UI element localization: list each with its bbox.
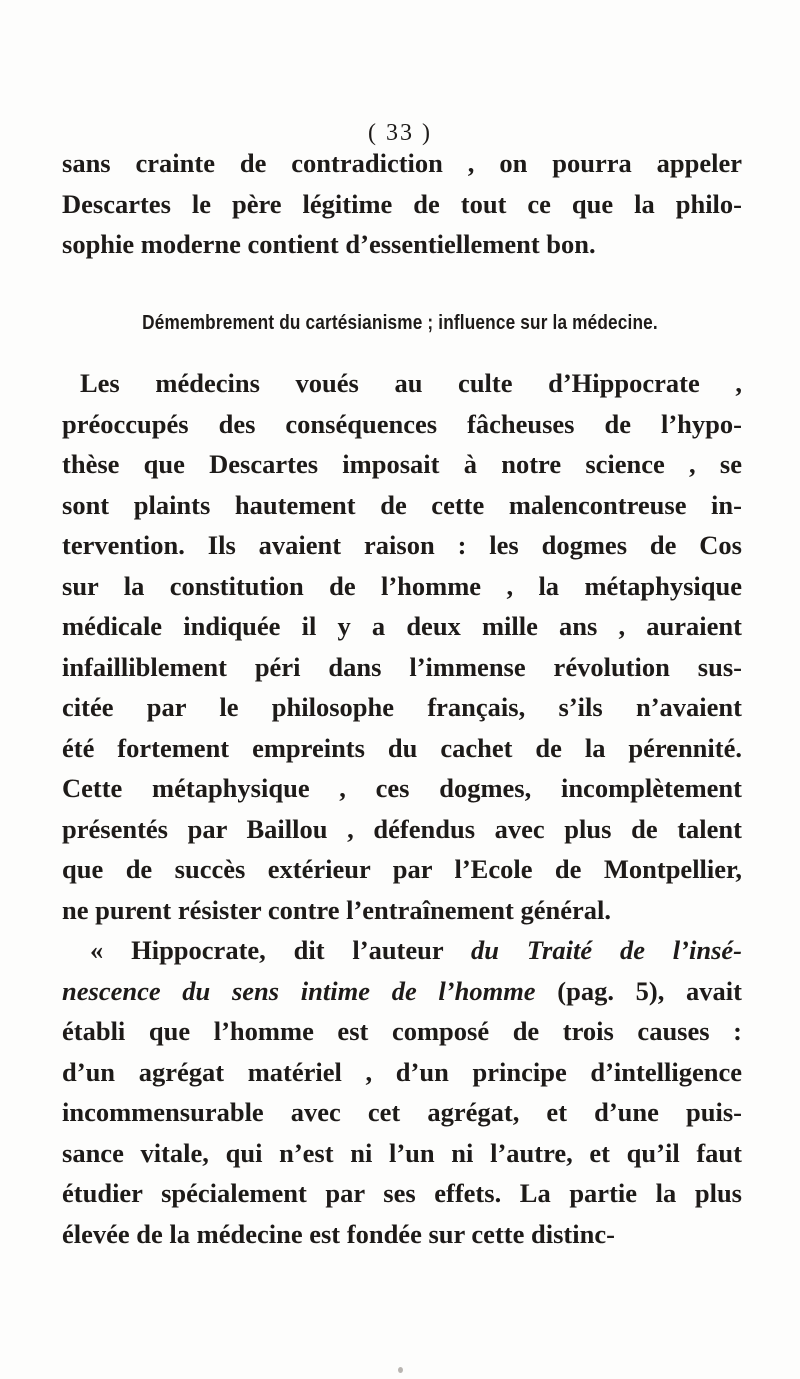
text-line: présentés par Baillou , défendus avec plus de talent [62, 813, 742, 844]
text-line: été fortement empreints du cachet de la pérennité. [62, 732, 742, 763]
page-number: ( 33 ) [368, 120, 432, 146]
text-line: incommensurable avec cet agrégat, et d’une puis- [62, 1097, 742, 1127]
text-line: sance vitale, qui n’est ni l’un ni l’autre, et qu’il faut [62, 1137, 742, 1168]
text-line: d’un agrégat matériel , d’un principe d’intelligence [62, 1056, 742, 1087]
ink-speck [398, 1367, 403, 1373]
text-run: « Hippocrate, dit l’auteur [90, 935, 472, 965]
text-line: sans crainte de contradiction , on pourra appeler [62, 148, 742, 178]
text-line: élevée de la médecine est fondée sur cette distinc- [62, 1218, 615, 1249]
text-line: que de succès extérieur par l’Ecole de Montpellier, [62, 854, 742, 884]
text-line: sur la constitution de l’homme , la métaphysique [62, 570, 742, 601]
text-line: étudier spécialement par ses effets. La partie la plus [62, 1178, 742, 1208]
text-line: sont plaints hautement de cette malencontreuse in- [62, 489, 742, 520]
book-title-italic: du Traité de l’insé- [471, 935, 742, 965]
paragraph-medecins [62, 363, 742, 930]
text-line: établi que l’homme est composé de trois causes : [62, 1016, 742, 1046]
section-heading: Démembrement du cartésianisme ; influence sur la médecine. [142, 312, 658, 334]
text-line: préoccupés des conséquences fâcheuses de l’hypo- [62, 408, 742, 439]
text-line: citée par le philosophe français, s’ils n’avaient [62, 692, 742, 722]
text-line [62, 971, 742, 1012]
text-run: (pag. 5), avait [535, 975, 742, 1006]
text-line: ne purent résister contre l’entraînement général. [62, 894, 612, 925]
text-line [62, 930, 742, 971]
book-title-italic: nescence du sens intime de l’homme [62, 975, 536, 1006]
paragraph-hippocrate [62, 930, 742, 1254]
text-line: thèse que Descartes imposait à notre science , se [62, 449, 742, 479]
paragraph-intro [62, 143, 742, 265]
text-line: infailliblement péri dans l’immense révolution sus- [62, 651, 742, 682]
text-line: Les médecins voués au culte d’Hippocrate , [80, 368, 742, 398]
text-line: sophie moderne contient d’essentiellement bon. [62, 229, 596, 259]
text-line: Cette métaphysique , ces dogmes, incomplètement [62, 773, 742, 803]
text-line: Descartes le père légitime de tout ce que la philo- [62, 188, 742, 219]
text-line: tervention. Ils avaient raison : les dogmes de Cos [62, 530, 742, 560]
text-line: médicale indiquée il y a deux mille ans , auraient [62, 611, 742, 641]
